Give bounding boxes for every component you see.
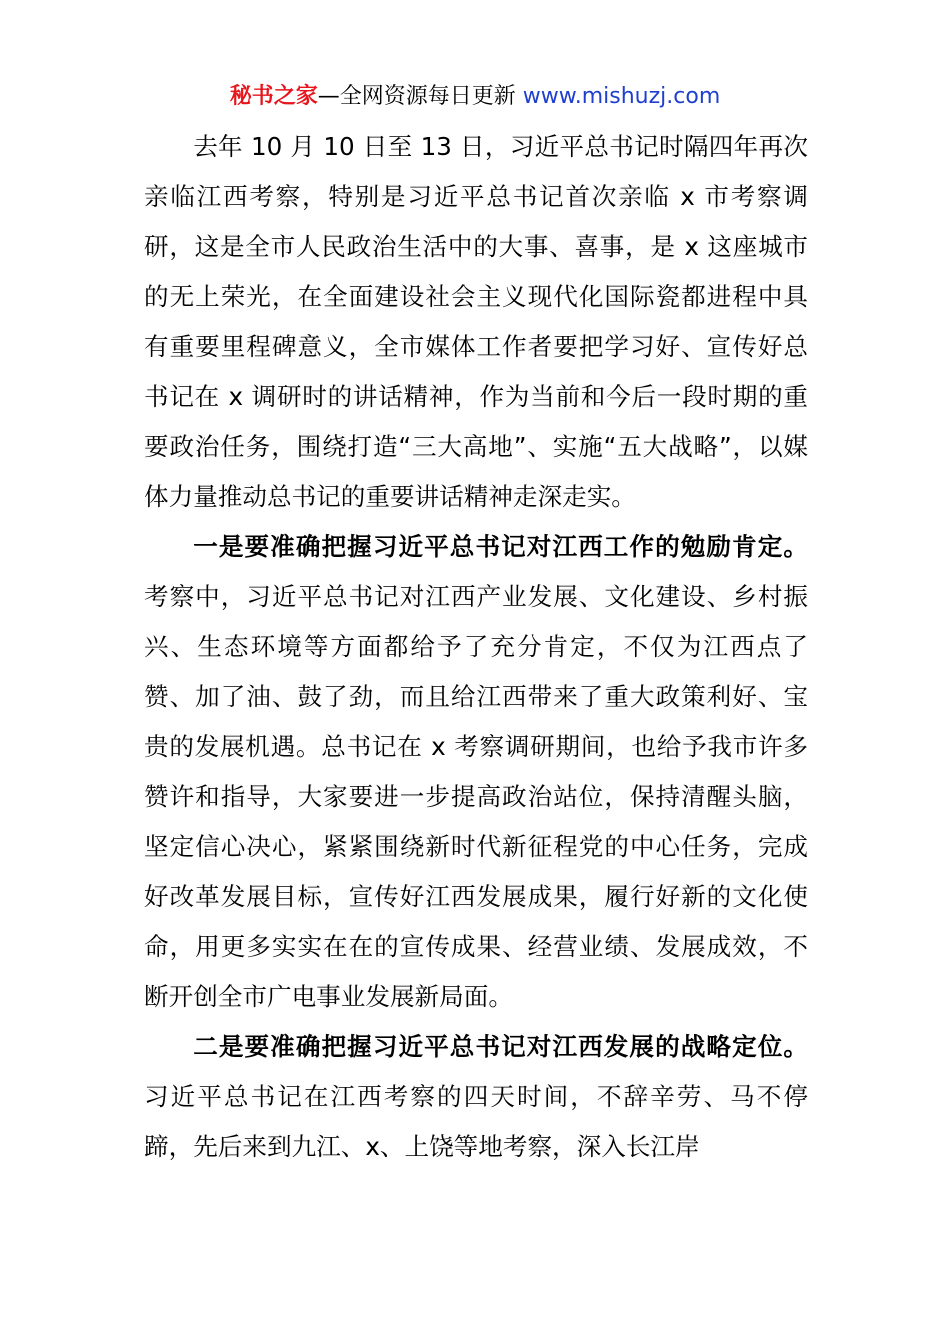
paragraph-point-one	[144, 522, 808, 1022]
header-tagline: —全网资源每日更新	[317, 84, 523, 109]
site-url-link[interactable]: www.mishuzj.com	[522, 84, 721, 109]
paragraph-text: 考察中，习近平总书记对江西产业发展、文化建设、乡村振兴、生态环境等方面都给予了充分肯定，不仅为江西点了赞、加了油、鼓了劲，而且给江西带来了重大政策利好、宝贵的发展机遇。总书记在 x 考察调研期间，也给予我市许多赞许和指导，大家要进一步提高政治站位，保持清醒头脑，坚定信心决心，紧紧围绕新时代新征程党的中心任务，完成好改革发展目标，宣传好江西发展成果，履行好新的文化使命，用更多实实在在的宣传成果、经营业绩、发展成效，不断开创全市广电事业发展新局面。	[144, 582, 808, 1011]
paragraph-intro	[144, 122, 808, 522]
paragraph-point-two	[144, 1022, 808, 1172]
document-body	[144, 122, 808, 1172]
site-header	[0, 80, 950, 114]
paragraph-lead: 二是要准确把握习近平总书记对江西发展的战略定位。	[193, 1032, 808, 1061]
paragraph-text: 去年 10 月 10 日至 13 日，习近平总书记时隔四年再次亲临江西考察，特别是习近平总书记首次亲临 x 市考察调研，这是全市人民政治生活中的大事、喜事，是 x 这座城市的无上荣光，在全面建设社会主义现代化国际瓷都进程中具有重要里程碑意义，全市媒体工作者要把学习好、宣传好总书记在 x 调研时的讲话精神，作为当前和今后一段时期的重要政治任务，围绕打造“三大高地”、实施“五大战略”，以媒体力量推动总书记的重要讲话精神走深走实。	[144, 132, 808, 511]
paragraph-lead: 一是要准确把握习近平总书记对江西工作的勉励肯定。	[193, 532, 808, 561]
paragraph-text: 习近平总书记在江西考察的四天时间，不辞辛劳、马不停蹄，先后来到九江、x、上饶等地考察，深入长江岸	[144, 1082, 808, 1161]
brand-name: 秘书之家	[229, 84, 318, 109]
